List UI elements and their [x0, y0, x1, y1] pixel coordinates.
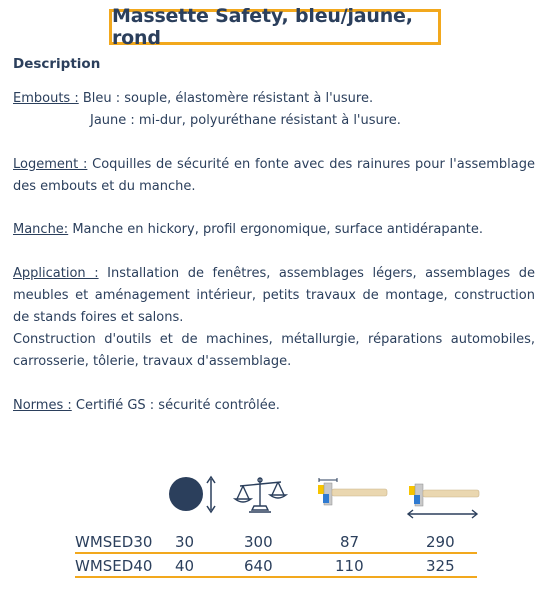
logement-text: Coquilles de sécurité en fonte avec des rainures pour l'assemblage des embouts et du manche.	[13, 157, 535, 194]
table-row	[75, 555, 477, 577]
embouts-text-1: Bleu : souple, élastomère résistant à l'usure.	[82, 91, 374, 106]
row-divider	[75, 552, 477, 554]
head-cell: 87	[340, 533, 360, 551]
embouts-line1	[13, 88, 373, 110]
diameter-icon	[169, 477, 215, 512]
diameter-cell: 40	[175, 557, 195, 575]
application-paragraph-2: Construction d'outils et de machines, métallurgie, réparations automobiles, carrosserie, tôlerie, travaux d'assemblage.	[13, 332, 535, 369]
row-divider	[75, 576, 477, 578]
application-paragraph	[13, 263, 535, 329]
normes-text: Certifié GS : sécurité contrôlée.	[75, 398, 280, 413]
length-cell: 290	[426, 533, 455, 551]
normes-paragraph	[13, 395, 535, 417]
head-cell: 110	[335, 557, 364, 575]
embouts-label: Embouts :	[13, 91, 79, 106]
manche-paragraph	[13, 219, 535, 241]
product-title: Massette Safety, bleu/jaune, rond	[109, 9, 441, 45]
embouts-text-2: Jaune : mi-dur, polyuréthane résistant à l'usure.	[90, 113, 401, 128]
description-heading: Description	[13, 56, 101, 72]
table-row	[75, 531, 477, 553]
ref-cell: WMSED30	[75, 533, 153, 551]
normes-label: Normes :	[13, 398, 72, 413]
weight-scale-icon	[235, 478, 286, 512]
manche-label: Manche:	[13, 222, 69, 237]
hammer-head-icon	[318, 478, 387, 505]
application-text-1: Installation de fenêtres, assemblages légers, assemblages de meubles et aménagement intérieur, petits travaux de montage, construction de stands foires et salons.	[13, 266, 535, 325]
length-cell: 325	[426, 557, 455, 575]
spec-icons	[0, 472, 550, 522]
ref-cell: WMSED40	[75, 557, 153, 575]
weight-cell: 640	[244, 557, 273, 575]
hammer-length-icon	[408, 484, 479, 518]
weight-cell: 300	[244, 533, 273, 551]
manche-text: Manche en hickory, profil ergonomique, surface antidérapante.	[72, 222, 484, 237]
logement-label: Logement :	[13, 157, 88, 172]
logement-paragraph	[13, 154, 535, 198]
application-label: Application :	[13, 266, 99, 281]
diameter-cell: 30	[175, 533, 195, 551]
